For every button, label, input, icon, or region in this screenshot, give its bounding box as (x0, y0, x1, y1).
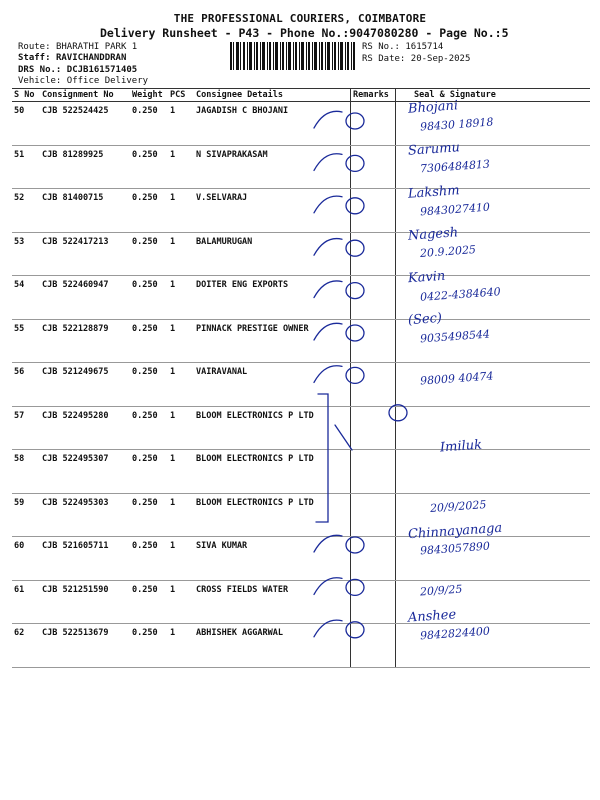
signature-text: Nagesh (407, 225, 459, 244)
row-consignee: N SIVAPRAKASAM (194, 145, 351, 189)
delivery-tick-mark (314, 281, 342, 298)
row-weight: 0.250 (130, 145, 168, 189)
rs-no-value: 1615714 (405, 42, 444, 52)
signature-phone: 9843057890 (419, 539, 491, 558)
row-sno: 54 (12, 276, 40, 320)
row-consignee: ABHISHEK AGGARWAL (194, 624, 351, 668)
row-pcs: 1 (168, 276, 194, 320)
row-consignee: SIVA KUMAR (194, 537, 351, 581)
row-sno: 51 (12, 145, 40, 189)
row-consignment-no: CJB 522513679 (40, 624, 130, 668)
row-sno: 61 (12, 580, 40, 624)
route-label: Route: (18, 42, 51, 52)
row-consignment-no: CJB 522524425 (40, 102, 130, 146)
signature-phone: 9843027410 (419, 200, 491, 219)
row-weight: 0.250 (130, 450, 168, 494)
row-weight: 0.250 (130, 624, 168, 668)
col-weight: Weight (130, 89, 168, 102)
col-sno: S No (12, 89, 40, 102)
signature-phone: 20/9/25 (419, 582, 463, 599)
row-sno: 62 (12, 624, 40, 668)
row-consignee: CROSS FIELDS WATER (194, 580, 351, 624)
remark-circle (346, 367, 364, 383)
rs-date-label: RS Date: (362, 54, 406, 64)
signature-phone: 20/9/2025 (429, 497, 487, 515)
route-value: BHARATHI PARK 1 (55, 42, 138, 52)
row-consignment-no: CJB 522495307 (40, 450, 130, 494)
signature-text: Sarumu (407, 140, 461, 160)
row-consignee: BALAMURUGAN (194, 232, 351, 276)
remark-circle (346, 240, 364, 256)
delivery-tick-mark (314, 620, 342, 637)
runsheet-title: Delivery Runsheet - P43 - Phone No.:9047080280 - Page No.:5 (100, 26, 509, 40)
row-sno: 55 (12, 319, 40, 363)
row-pcs: 1 (168, 406, 194, 450)
row-weight: 0.250 (130, 363, 168, 407)
signature-phone: 98009 40474 (419, 369, 494, 388)
col-remarks: Remarks (351, 89, 396, 102)
company-title: THE PROFESSIONAL COURIERS, COIMBATORE (173, 12, 427, 25)
signature-text: Imiluk (439, 437, 483, 456)
col-signature: Seal & Signature (396, 89, 591, 102)
signature-phone: 7306484813 (419, 157, 491, 176)
vehicle-value: Office Delivery (66, 76, 149, 86)
row-weight: 0.250 (130, 276, 168, 320)
signature-text: Chinnayanaga (407, 520, 503, 543)
remark-circle (346, 325, 364, 341)
row-consignee: V.SELVARAJ (194, 189, 351, 233)
remark-circle (389, 405, 407, 421)
row-weight: 0.250 (130, 189, 168, 233)
delivery-tick-mark (314, 366, 342, 383)
row-consignment-no: CJB 521605711 (40, 537, 130, 581)
row-consignee: VAIRAVANAL (194, 363, 351, 407)
row-weight: 0.250 (130, 537, 168, 581)
staff-label: Staff: (18, 53, 51, 63)
signature-phone: 20.9.2025 (419, 243, 477, 261)
row-consignee: DOITER ENG EXPORTS (194, 276, 351, 320)
row-sno: 60 (12, 537, 40, 581)
row-consignment-no: CJB 521251590 (40, 580, 130, 624)
row-weight: 0.250 (130, 493, 168, 537)
rs-no-label: RS No.: (362, 42, 400, 52)
delivery-tick-mark (314, 323, 342, 340)
row-pcs: 1 (168, 580, 194, 624)
remark-circle (346, 579, 364, 595)
row-consignee: JAGADISH C BHOJANI (194, 102, 351, 146)
col-consignment: Consignment No (40, 89, 130, 102)
row-consignment-no: CJB 522495280 (40, 406, 130, 450)
row-pcs: 1 (168, 319, 194, 363)
vehicle-label: Vehicle: (18, 76, 62, 86)
delivery-tick-mark (314, 578, 342, 595)
remark-circle (346, 283, 364, 299)
delivery-tick-mark (314, 111, 342, 128)
remark-circle (346, 198, 364, 214)
row-pcs: 1 (168, 145, 194, 189)
row-consignment-no: CJB 81289925 (40, 145, 130, 189)
row-pcs: 1 (168, 363, 194, 407)
row-pcs: 1 (168, 624, 194, 668)
row-pcs: 1 (168, 102, 194, 146)
signature-text: (Sec) (407, 310, 443, 329)
row-sno: 59 (12, 493, 40, 537)
row-consignee: BLOOM ELECTRONICS P LTD (194, 493, 351, 537)
signature-phone: 0422-4384640 (419, 284, 502, 304)
row-weight: 0.250 (130, 319, 168, 363)
row-sno: 52 (12, 189, 40, 233)
col-pcs: PCS (168, 89, 194, 102)
signature-phone: 98430 18918 (419, 115, 494, 134)
remark-circle (346, 622, 364, 638)
signature-phone: 9035498544 (419, 327, 491, 346)
row-pcs: 1 (168, 493, 194, 537)
row-consignment-no: CJB 81400715 (40, 189, 130, 233)
row-weight: 0.250 (130, 406, 168, 450)
delivery-tick-mark (314, 239, 342, 256)
signature-phone: 9842824400 (419, 624, 491, 643)
row-weight: 0.250 (130, 580, 168, 624)
row-consignment-no: CJB 522495303 (40, 493, 130, 537)
drs-label: DRS No.: (18, 65, 62, 75)
col-consignee: Consignee Details (194, 89, 351, 102)
signature-text: Kavin (407, 268, 446, 286)
rs-date-value: 20-Sep-2025 (410, 54, 471, 64)
remark-circle (346, 537, 364, 553)
row-consignment-no: CJB 521249675 (40, 363, 130, 407)
delivery-tick-mark (314, 154, 342, 171)
row-consignment-no: CJB 522460947 (40, 276, 130, 320)
row-sno: 56 (12, 363, 40, 407)
row-sno: 57 (12, 406, 40, 450)
row-pcs: 1 (168, 537, 194, 581)
row-pcs: 1 (168, 232, 194, 276)
row-weight: 0.250 (130, 232, 168, 276)
row-sno: 50 (12, 102, 40, 146)
remark-circle (346, 155, 364, 171)
row-pcs: 1 (168, 189, 194, 233)
staff-value: RAVICHANDDRAN (55, 53, 127, 63)
row-consignee: BLOOM ELECTRONICS P LTD (194, 406, 351, 450)
remark-circle (346, 113, 364, 129)
bracket-mark (316, 394, 328, 522)
signature-text: Lakshm (407, 183, 461, 202)
drs-value: DCJB161571405 (66, 65, 138, 75)
bracket-tick (335, 425, 352, 450)
row-pcs: 1 (168, 450, 194, 494)
row-weight: 0.250 (130, 102, 168, 146)
signature-text: Anshee (407, 607, 457, 626)
row-consignee: PINNACK PRESTIGE OWNER (194, 319, 351, 363)
delivery-tick-mark (314, 196, 342, 213)
row-sno: 58 (12, 450, 40, 494)
delivery-tick-mark (314, 535, 342, 552)
row-consignment-no: CJB 522417213 (40, 232, 130, 276)
row-sno: 53 (12, 232, 40, 276)
row-consignee: BLOOM ELECTRONICS P LTD (194, 450, 351, 494)
signature-text: Bhojani (407, 98, 459, 117)
row-consignment-no: CJB 522128879 (40, 319, 130, 363)
